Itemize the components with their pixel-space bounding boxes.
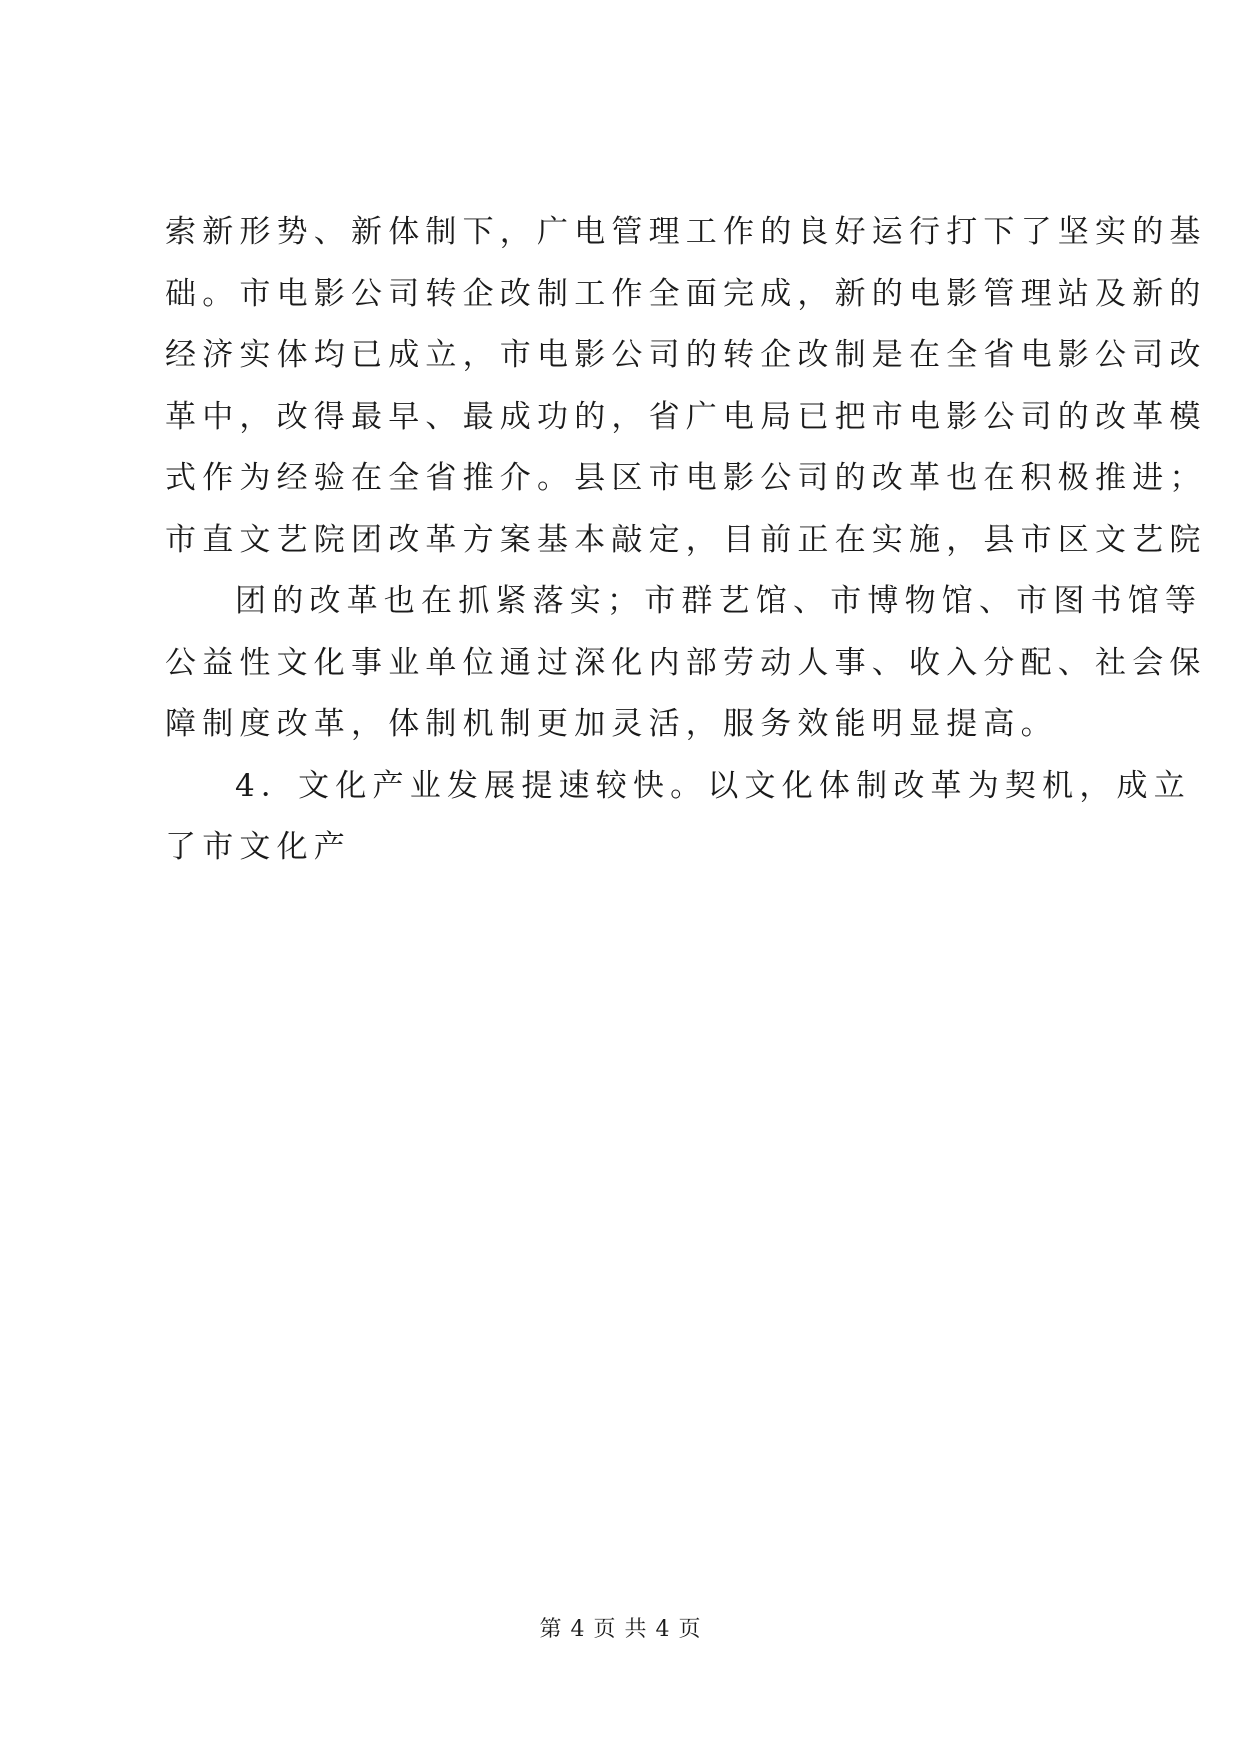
text-line-6: 市直文艺院团改革方案基本敲定，目前正在实施，县市区文艺院: [165, 521, 1207, 558]
text-line-3: 经济实体均已成立，市电影公司的转企改制是在全省电影公司改: [165, 337, 1207, 373]
text-line-8: 公益性文化事业单位通过深化内部劳动人事、收入分配、社会保: [165, 644, 1207, 681]
text-line-5: 式作为经验在全省推介。县区市电影公司的改革也在积极推进；: [165, 460, 1207, 496]
text-line-11: 了市文化产: [165, 829, 351, 865]
text-line-4: 革中，改得最早、最成功的，省广电局已把市电影公司的改革模: [165, 398, 1207, 435]
text-line-2: 础。市电影公司转企改制工作全面完成，新的电影管理站及新的: [165, 275, 1207, 312]
text-line-7: 团的改革也在抓紧落实；市群艺馆、市博物馆、市图书馆等: [235, 583, 1203, 619]
text-line-1: 索新形势、新体制下，广电管理工作的良好运行打下了坚实的基: [165, 214, 1207, 250]
page-number-footer: 第 4 页 共 4 页: [539, 1617, 702, 1642]
text-line-9: 障制度改革，体制机制更加灵活，服务效能明显提高。: [165, 706, 1058, 742]
text-line-10: 4．文化产业发展提速较快。以文化体制改革为契机，成立: [235, 767, 1191, 804]
body-text: [165, 202, 1207, 879]
